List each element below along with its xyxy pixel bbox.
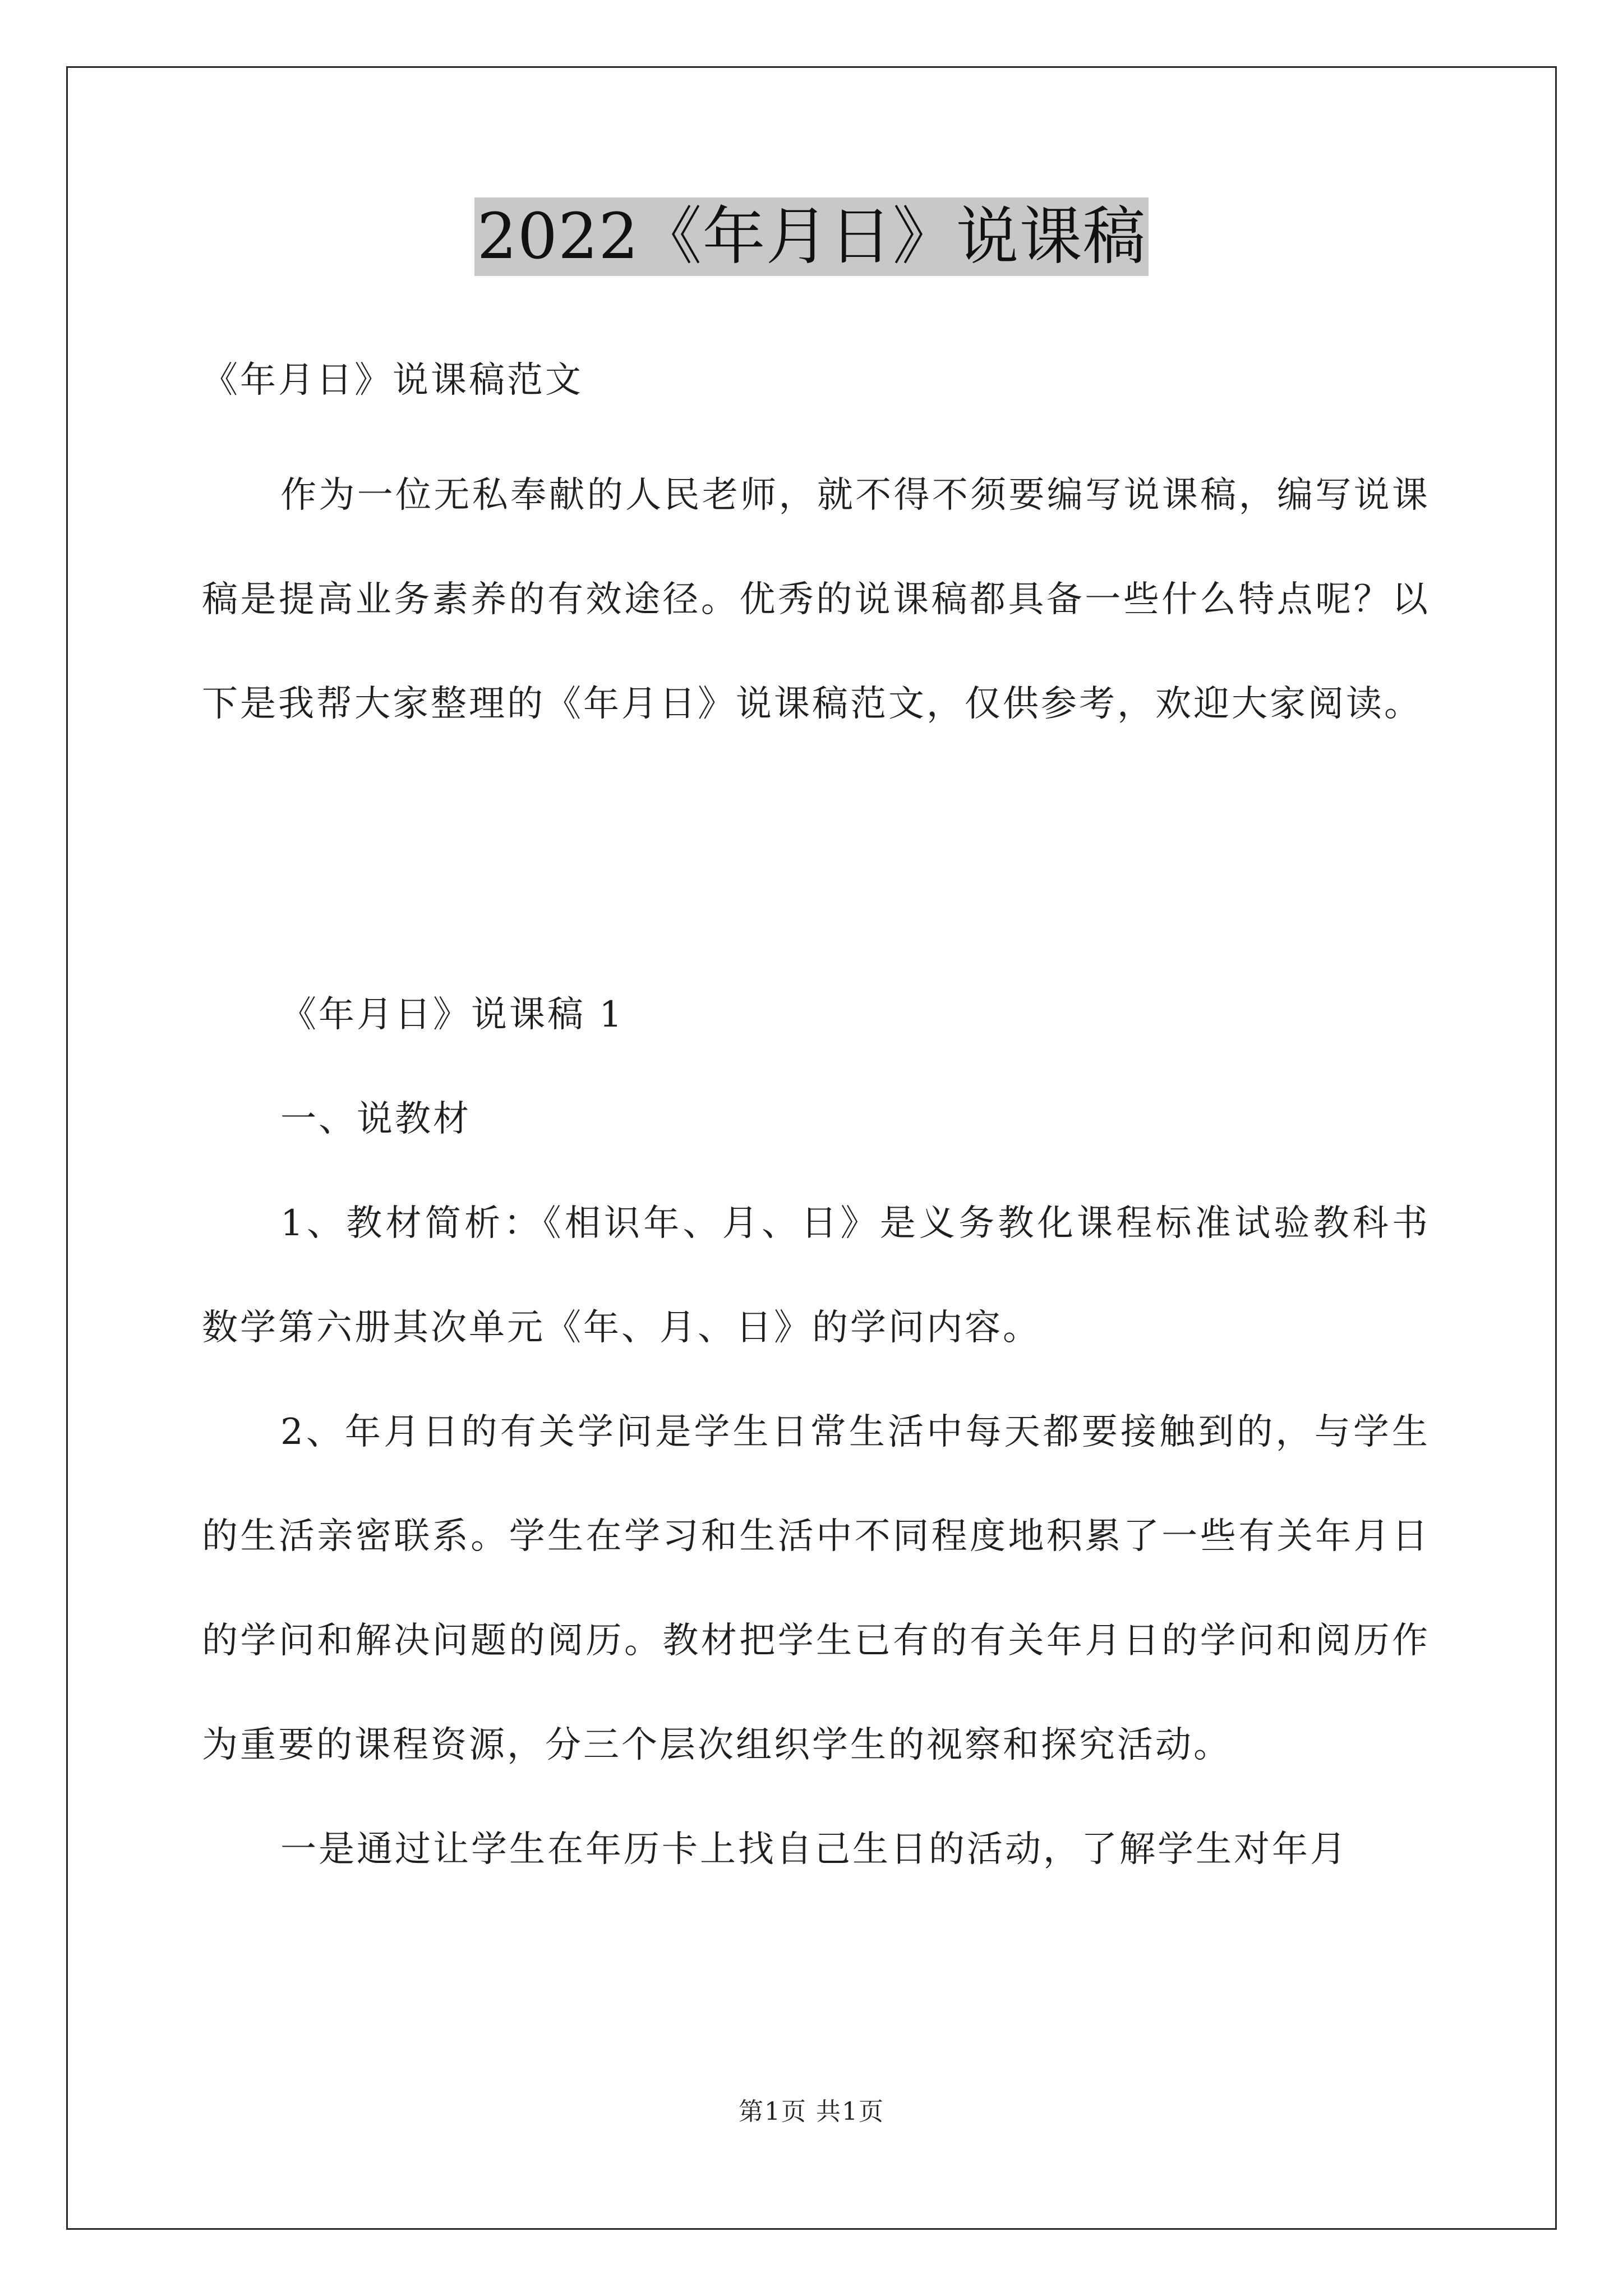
paragraph: 1、教材简析：《相识年、月、日》是义务教化课程标准试验教科书数学第六册其次单元《年、月、日》的学问内容。: [202, 1203, 1430, 1349]
document-title: 2022《年月日》说课稿: [474, 197, 1148, 276]
section-1: [202, 963, 1430, 1902]
title-container: [0, 197, 1623, 276]
subheading: 一、说教材: [280, 1098, 471, 1140]
page-footer: 第1页 共1页: [739, 2097, 884, 2126]
section-heading: 《年月日》说课稿 1: [280, 994, 625, 1036]
intro-paragraph: 作为一位无私奉献的人民老师，就不得不须要编写说课稿，编写说课稿是提高业务素养的有效途径。优秀的说课稿都具备一些什么特点呢？以下是我帮大家整理的《年月日》说课稿范文，仅供参考，欢迎大家阅读。: [202, 475, 1430, 725]
paragraph: 2、年月日的有关学问是学生日常生活中每天都要接触到的，与学生的生活亲密联系。学生在学习和生活中不同程度地积累了一些有关年月日的学问和解决问题的阅历。教材把学生已有的有关年月日的学问和阅历作为重要的课程资源，分三个层次组织学生的视察和探究活动。: [202, 1411, 1430, 1766]
intro-line: 《年月日》说课稿范文: [202, 360, 583, 401]
paragraph: 一是通过让学生在年历卡上找自己生日的活动，了解学生对年月: [280, 1829, 1348, 1870]
